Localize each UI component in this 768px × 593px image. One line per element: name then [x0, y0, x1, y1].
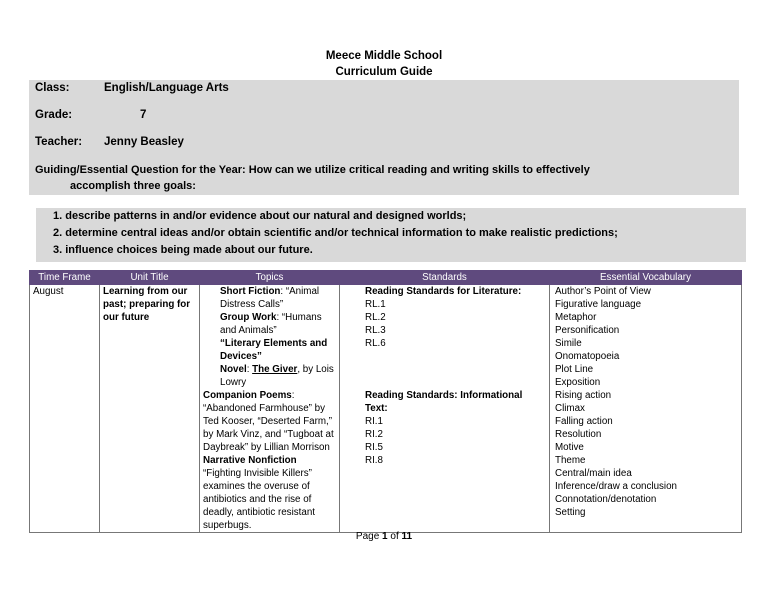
essential-question-continued: accomplish three goals: — [70, 180, 196, 192]
table-row — [30, 285, 742, 533]
standard-rl-3: RL.3 — [365, 325, 386, 336]
vocabulary-cell — [550, 285, 742, 533]
class-value: English/Language Arts — [104, 82, 229, 94]
guide-title: Curriculum Guide — [335, 66, 433, 78]
informational-standards-heading: Reading Standards: Informational Text: — [365, 390, 523, 414]
topic-companion-poems: Companion Poems: “Abandoned Farmhouse” by Ted Kooser, “Deserted Farm,” by Mark Vinz, and “Tugboat at Daybreak” by Lillian Morrison — [203, 390, 334, 453]
goal-item-1: 1. describe patterns in and/or evidence about our natural and designed worlds; — [53, 210, 467, 222]
header-time-frame: Time Frame — [30, 271, 100, 285]
vocab-item: Inference/draw a conclusion — [555, 481, 677, 492]
header-topics: Topics — [200, 271, 340, 285]
vocab-item: Author’s Point of View — [555, 286, 651, 297]
topic-novel: Novel: The Giver, by Lois Lowry — [220, 364, 334, 388]
standard-rl-6: RL.6 — [365, 338, 386, 349]
header-unit-title: Unit Title — [100, 271, 200, 285]
vocab-item: Motive — [555, 442, 584, 453]
vocab-item: Exposition — [555, 377, 601, 388]
header-essential-vocabulary: Essential Vocabulary — [550, 271, 742, 285]
topic-literary-elements: “Literary Elements and Devices” — [220, 338, 328, 362]
literature-standards-heading: Reading Standards for Literature: — [365, 286, 522, 297]
grade-value: 7 — [140, 109, 147, 121]
goal-item-3: 3. influence choices being made about our future. — [53, 244, 313, 256]
topic-short-fiction: Short Fiction: “Animal Distress Calls” — [220, 286, 320, 310]
standard-rl-1: RL.1 — [365, 299, 386, 310]
vocab-item: Metaphor — [555, 312, 597, 323]
vocab-item: Simile — [555, 338, 582, 349]
header-standards: Standards — [340, 271, 550, 285]
vocab-item: Central/main idea — [555, 468, 632, 479]
standard-ri-1: RI.1 — [365, 416, 383, 427]
essential-question: Guiding/Essential Question for the Year: How can we utilize critical reading and writing skills to effectively — [35, 164, 590, 176]
vocab-item: Plot Line — [555, 364, 594, 375]
curriculum-table — [29, 270, 742, 533]
vocab-item: Figurative language — [555, 299, 642, 310]
topics-cell — [200, 285, 340, 533]
vocab-item: Personification — [555, 325, 620, 336]
standard-ri-5: RI.5 — [365, 442, 383, 453]
time-frame-cell: August — [30, 285, 100, 533]
vocab-item: Setting — [555, 507, 586, 518]
standard-rl-2: RL.2 — [365, 312, 386, 323]
goals-list — [36, 208, 746, 262]
teacher-label: Teacher: — [35, 136, 83, 148]
table-header-row — [30, 271, 742, 285]
vocab-item: Theme — [555, 455, 586, 466]
vocab-item: Rising action — [555, 390, 612, 401]
unit-title-cell: Learning from our past; preparing for our future — [100, 285, 200, 533]
grade-label: Grade: — [35, 109, 73, 121]
vocab-item: Resolution — [555, 429, 602, 440]
school-name: Meece Middle School — [325, 50, 443, 62]
vocab-item: Falling action — [555, 416, 613, 427]
vocab-item: Onomatopoeia — [555, 351, 620, 362]
standard-ri-2: RI.2 — [365, 429, 383, 440]
standard-ri-8: RI.8 — [365, 455, 383, 466]
teacher-value: Jenny Beasley — [104, 136, 184, 148]
vocab-item: Connotation/denotation — [555, 494, 657, 505]
topic-narrative-nonfiction: Narrative Nonfiction “Fighting Invisible Killers” examines the overuse of antibiotics and the rise of deadly, antibiotic resistant superbugs. — [203, 455, 315, 531]
vocab-item: Climax — [555, 403, 585, 414]
topic-group-work: Group Work: “Humans and Animals” — [220, 312, 322, 336]
goal-item-2: 2. determine central ideas and/or obtain scientific and/or technical information to make realistic predictions; — [53, 227, 618, 239]
page-number: Page 1 of 11 — [355, 531, 413, 542]
class-label: Class: — [35, 82, 70, 94]
standards-cell — [340, 285, 550, 533]
